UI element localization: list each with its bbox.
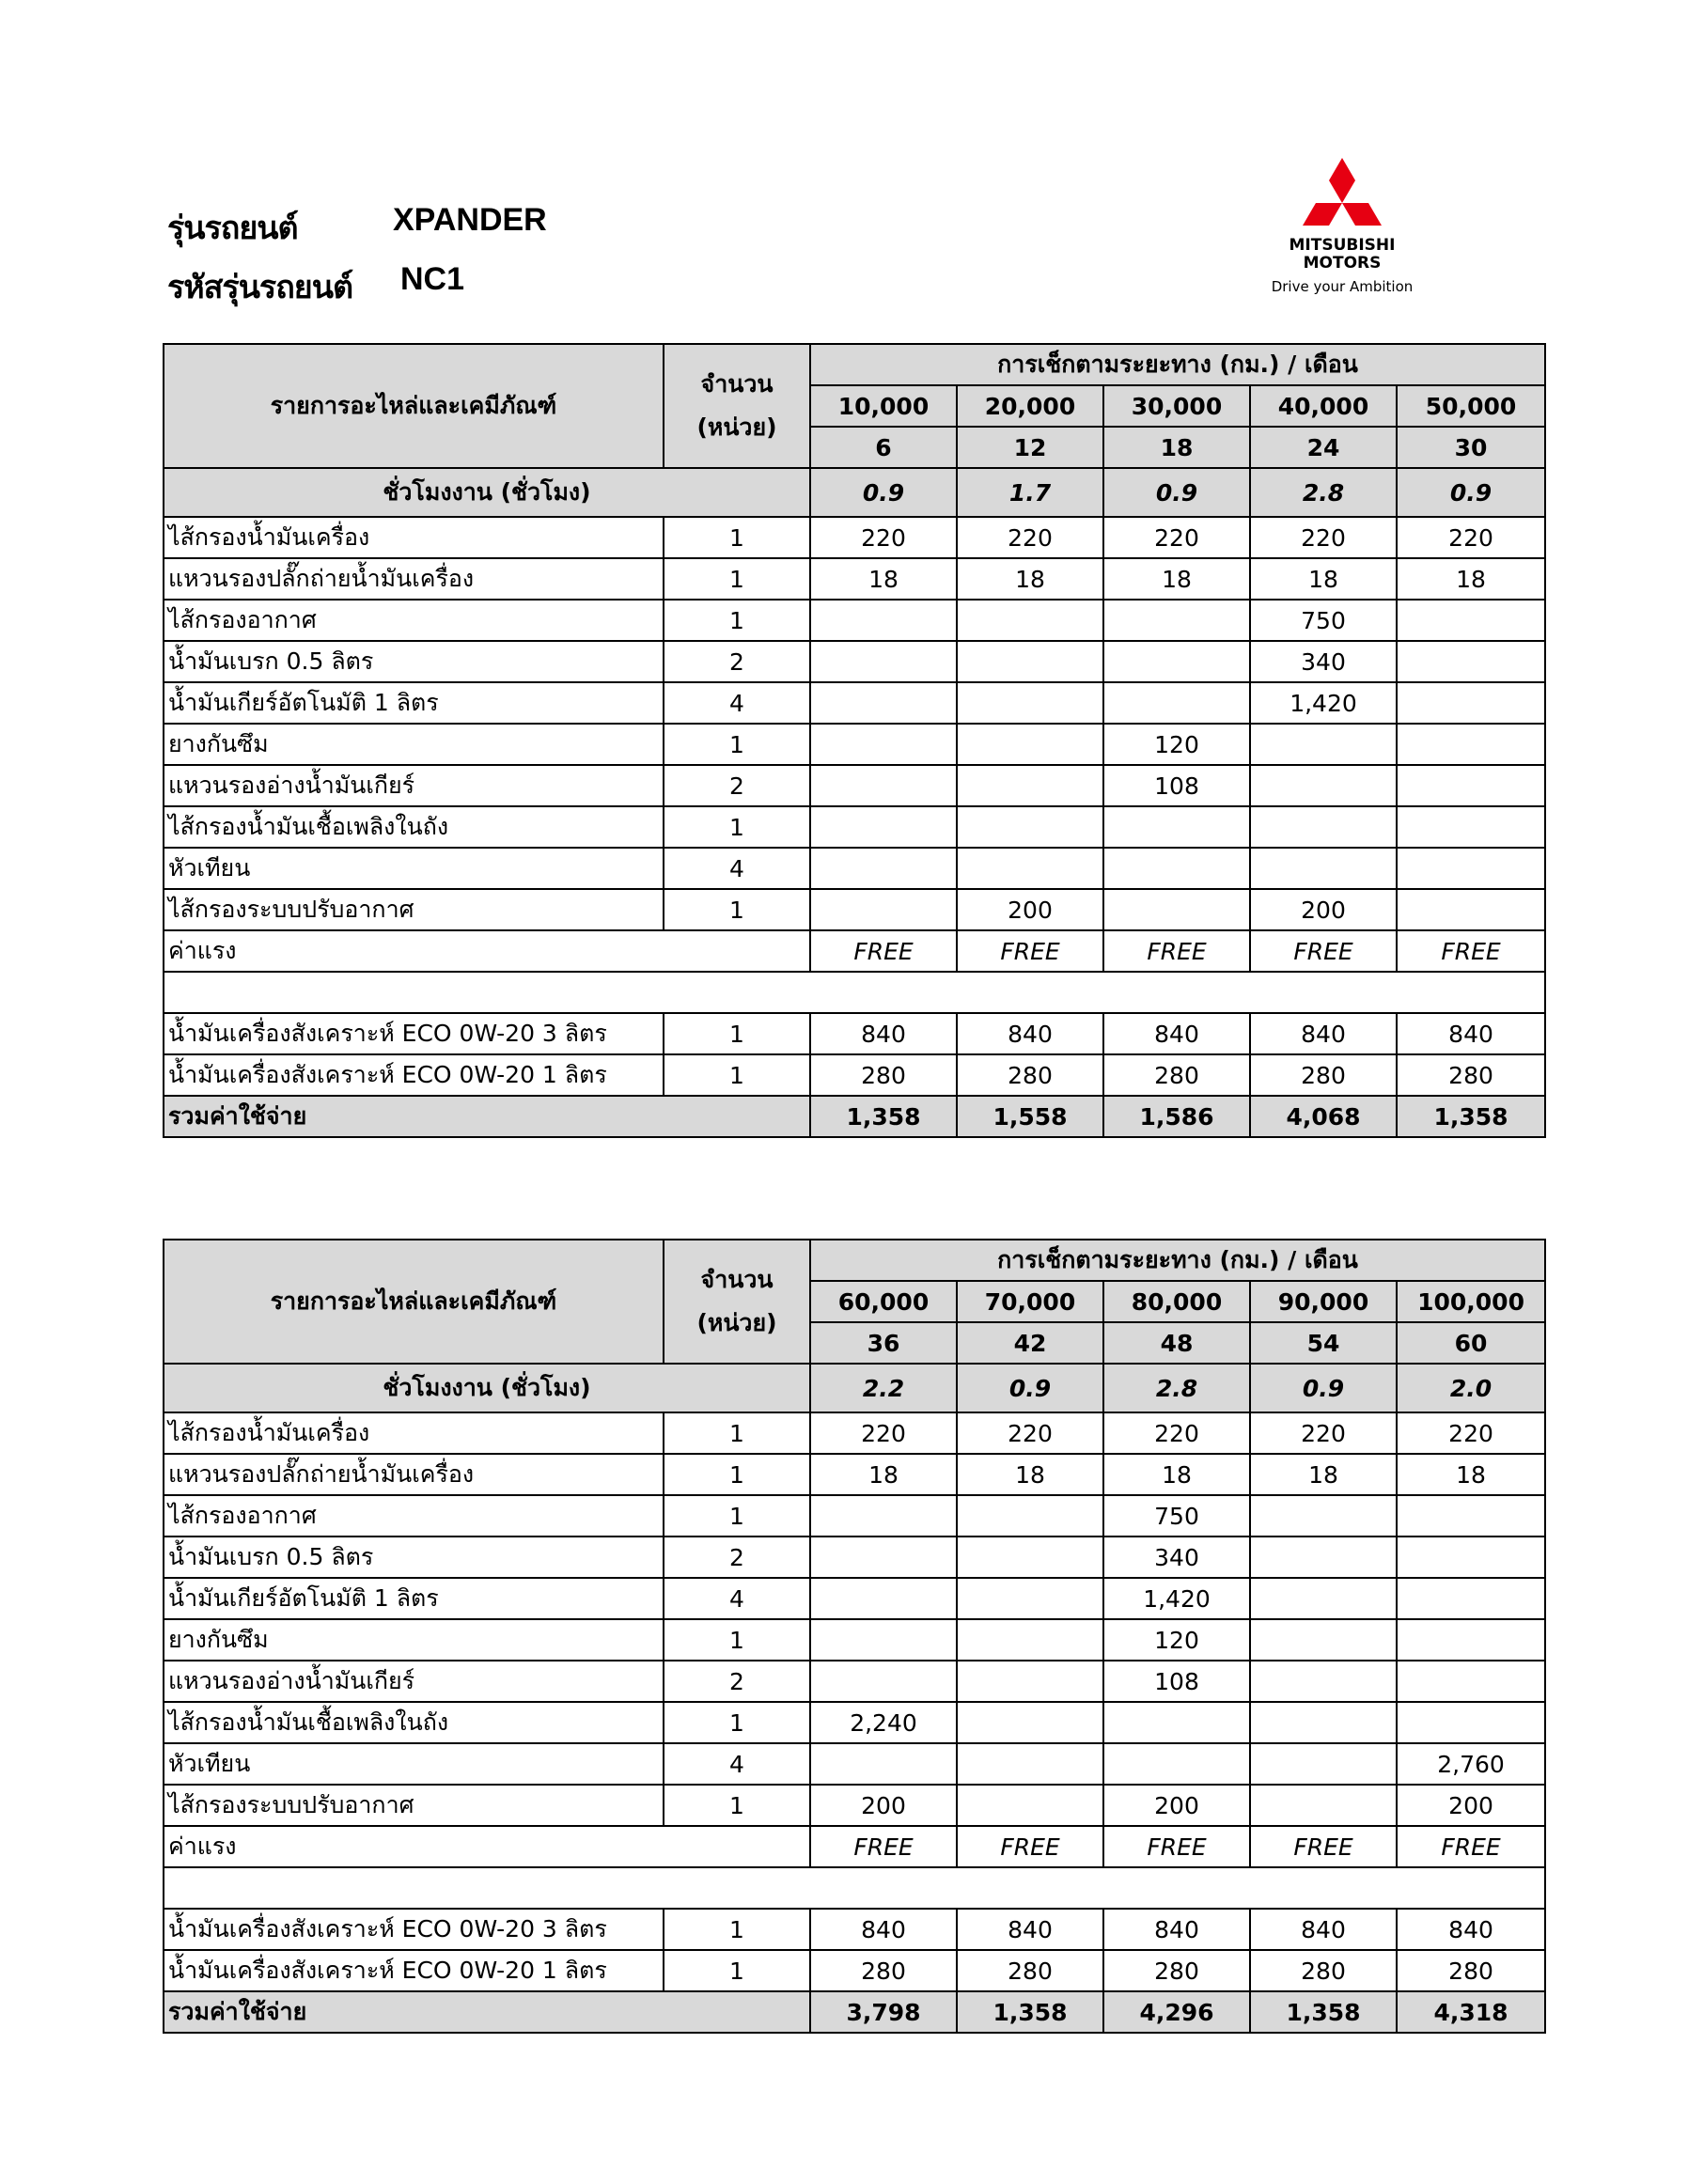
total-value: 4,296 xyxy=(1103,1991,1250,2033)
part-cost: 220 xyxy=(957,1412,1103,1454)
oil-name: น้ำมันเครื่องสังเคราะห์ ECO 0W-20 3 ลิตร xyxy=(164,1909,664,1950)
part-cost xyxy=(810,765,957,806)
total-value: 1,558 xyxy=(957,1096,1103,1137)
part-cost xyxy=(1250,1661,1397,1702)
labor-hours-label: ชั่วโมงงาน (ชั่วโมง) xyxy=(164,1364,810,1412)
labor-label: ค่าแรง xyxy=(164,930,810,972)
part-cost xyxy=(810,1743,957,1785)
oil-cost: 280 xyxy=(1103,1054,1250,1096)
part-cost xyxy=(1397,1495,1545,1537)
part-row xyxy=(164,848,1545,889)
part-cost xyxy=(810,1495,957,1537)
labor-label: ค่าแรง xyxy=(164,1826,810,1867)
check-interval-header: การเช็กตามระยะทาง (กม.) / เดือน xyxy=(810,344,1545,385)
month-header: 24 xyxy=(1250,427,1397,468)
part-cost: 200 xyxy=(957,889,1103,930)
part-name: น้ำมันเบรก 0.5 ลิตร xyxy=(164,1537,664,1578)
part-cost xyxy=(1250,1495,1397,1537)
part-row xyxy=(164,1537,1545,1578)
part-cost xyxy=(1397,1661,1545,1702)
part-cost xyxy=(1103,1743,1250,1785)
part-cost: 18 xyxy=(1103,1454,1250,1495)
oil-cost: 840 xyxy=(957,1013,1103,1054)
part-cost xyxy=(1397,724,1545,765)
part-cost xyxy=(1397,765,1545,806)
part-cost: 220 xyxy=(810,1412,957,1454)
part-row xyxy=(164,1495,1545,1537)
month-header: 18 xyxy=(1103,427,1250,468)
part-cost xyxy=(957,641,1103,682)
labor-cost: FREE xyxy=(810,930,957,972)
part-qty: 1 xyxy=(664,724,810,765)
total-value: 1,358 xyxy=(1250,1991,1397,2033)
part-qty: 2 xyxy=(664,1661,810,1702)
oil-cost: 840 xyxy=(1103,1013,1250,1054)
part-cost xyxy=(810,641,957,682)
part-cost xyxy=(957,600,1103,641)
part-qty: 1 xyxy=(664,600,810,641)
spacer-row xyxy=(164,1867,1545,1909)
labor-cost: FREE xyxy=(957,1826,1103,1867)
part-cost xyxy=(957,724,1103,765)
oil-row xyxy=(164,1909,1545,1950)
part-name: ไส้กรองระบบปรับอากาศ xyxy=(164,1785,664,1826)
labor-cost: FREE xyxy=(1397,1826,1545,1867)
labor-hours-value: 0.9 xyxy=(1397,468,1545,517)
part-row xyxy=(164,1578,1545,1619)
labor-hours-value: 2.8 xyxy=(1103,1364,1250,1412)
part-row xyxy=(164,517,1545,558)
part-cost: 18 xyxy=(957,1454,1103,1495)
qty-header-line1: จำนวน xyxy=(700,370,774,398)
part-name: หัวเทียน xyxy=(164,1743,664,1785)
total-value: 1,358 xyxy=(1397,1096,1545,1137)
oil-cost: 840 xyxy=(1103,1909,1250,1950)
part-row xyxy=(164,1661,1545,1702)
service-table-2 xyxy=(163,1239,1546,2034)
part-qty: 1 xyxy=(664,517,810,558)
part-cost xyxy=(957,682,1103,724)
part-qty: 1 xyxy=(664,806,810,848)
part-row xyxy=(164,558,1545,600)
part-cost: 1,420 xyxy=(1103,1578,1250,1619)
km-header: 10,000 xyxy=(810,385,957,427)
oil-cost: 280 xyxy=(1103,1950,1250,1991)
part-cost xyxy=(957,1495,1103,1537)
labor-hours-row xyxy=(164,1364,1545,1412)
qty-header-line2: (หน่วย) xyxy=(696,1309,777,1336)
part-cost xyxy=(1250,806,1397,848)
check-interval-header: การเช็กตามระยะทาง (กม.) / เดือน xyxy=(810,1240,1545,1281)
month-header: 36 xyxy=(810,1322,957,1364)
part-row xyxy=(164,765,1545,806)
part-cost: 18 xyxy=(1397,1454,1545,1495)
part-cost: 220 xyxy=(1397,517,1545,558)
oil-name: น้ำมันเครื่องสังเคราะห์ ECO 0W-20 3 ลิตร xyxy=(164,1013,664,1054)
part-row xyxy=(164,1454,1545,1495)
oil-cost: 840 xyxy=(1397,1909,1545,1950)
logo-wordmark: MITSUBISHI MOTORS xyxy=(1289,236,1396,273)
part-name: น้ำมันเบรก 0.5 ลิตร xyxy=(164,641,664,682)
part-cost xyxy=(1397,806,1545,848)
oil-cost: 840 xyxy=(810,1013,957,1054)
total-value: 1,586 xyxy=(1103,1096,1250,1137)
part-name: ไส้กรองอากาศ xyxy=(164,1495,664,1537)
part-cost xyxy=(1397,600,1545,641)
month-header: 60 xyxy=(1397,1322,1545,1364)
part-row xyxy=(164,724,1545,765)
part-cost: 18 xyxy=(810,1454,957,1495)
part-name: ไส้กรองอากาศ xyxy=(164,600,664,641)
header-row xyxy=(164,1240,1545,1281)
part-cost: 2,240 xyxy=(810,1702,957,1743)
oil-name: น้ำมันเครื่องสังเคราะห์ ECO 0W-20 1 ลิตร xyxy=(164,1950,664,1991)
part-cost xyxy=(810,889,957,930)
part-name: แหวนรองอ่างน้ำมันเกียร์ xyxy=(164,1661,664,1702)
part-cost xyxy=(810,682,957,724)
part-cost: 18 xyxy=(810,558,957,600)
part-cost: 200 xyxy=(810,1785,957,1826)
labor-row xyxy=(164,930,1545,972)
part-cost: 120 xyxy=(1103,724,1250,765)
part-cost xyxy=(1250,724,1397,765)
part-cost xyxy=(810,600,957,641)
part-row xyxy=(164,600,1545,641)
part-qty: 1 xyxy=(664,1619,810,1661)
labor-cost: FREE xyxy=(1103,930,1250,972)
part-row xyxy=(164,1702,1545,1743)
part-cost: 220 xyxy=(810,517,957,558)
part-cost xyxy=(1103,682,1250,724)
part-name: ไส้กรองระบบปรับอากาศ xyxy=(164,889,664,930)
part-cost: 200 xyxy=(1250,889,1397,930)
part-qty: 1 xyxy=(664,1785,810,1826)
part-cost xyxy=(1397,1578,1545,1619)
oil-cost: 280 xyxy=(957,1054,1103,1096)
oil-cost: 840 xyxy=(1250,1909,1397,1950)
total-label: รวมค่าใช้จ่าย xyxy=(164,1991,810,2033)
km-header: 70,000 xyxy=(957,1281,1103,1322)
part-cost: 120 xyxy=(1103,1619,1250,1661)
oil-qty: 1 xyxy=(664,1054,810,1096)
part-name: แหวนรองปลั๊กถ่ายน้ำมันเครื่อง xyxy=(164,558,664,600)
km-header: 100,000 xyxy=(1397,1281,1545,1322)
part-cost xyxy=(1250,1702,1397,1743)
spacer-cell xyxy=(164,1867,1545,1909)
part-cost xyxy=(1397,1702,1545,1743)
labor-cost: FREE xyxy=(1250,1826,1397,1867)
part-name: ไส้กรองน้ำมันเชื้อเพลิงในถัง xyxy=(164,806,664,848)
qty-header-line1: จำนวน xyxy=(700,1266,774,1293)
labor-hours-value: 0.9 xyxy=(810,468,957,517)
part-cost xyxy=(1103,1702,1250,1743)
part-cost xyxy=(1250,765,1397,806)
part-cost xyxy=(957,765,1103,806)
part-qty: 1 xyxy=(664,1495,810,1537)
part-cost: 220 xyxy=(1103,1412,1250,1454)
part-cost: 220 xyxy=(1250,1412,1397,1454)
month-header: 48 xyxy=(1103,1322,1250,1364)
part-qty: 4 xyxy=(664,848,810,889)
three-diamonds-icon xyxy=(1258,158,1427,233)
oil-row xyxy=(164,1013,1545,1054)
part-name: ไส้กรองน้ำมันเครื่อง xyxy=(164,1412,664,1454)
mitsubishi-logo xyxy=(1258,158,1427,308)
labor-cost: FREE xyxy=(1250,930,1397,972)
oil-cost: 280 xyxy=(1250,1054,1397,1096)
labor-row xyxy=(164,1826,1545,1867)
part-qty: 4 xyxy=(664,1743,810,1785)
labor-hours-value: 2.8 xyxy=(1250,468,1397,517)
item-column-header: รายการอะไหล่และเคมีภัณฑ์ xyxy=(164,344,664,468)
part-cost xyxy=(810,1661,957,1702)
labor-hours-value: 0.9 xyxy=(957,1364,1103,1412)
part-cost xyxy=(957,848,1103,889)
part-name: ไส้กรองน้ำมันเชื้อเพลิงในถัง xyxy=(164,1702,664,1743)
km-header: 80,000 xyxy=(1103,1281,1250,1322)
part-cost xyxy=(957,1661,1103,1702)
km-header: 40,000 xyxy=(1250,385,1397,427)
km-header: 90,000 xyxy=(1250,1281,1397,1322)
oil-name: น้ำมันเครื่องสังเคราะห์ ECO 0W-20 1 ลิตร xyxy=(164,1054,664,1096)
part-cost xyxy=(1397,1537,1545,1578)
total-value: 4,318 xyxy=(1397,1991,1545,2033)
labor-hours-label: ชั่วโมงงาน (ชั่วโมง) xyxy=(164,468,810,517)
oil-qty: 1 xyxy=(664,1909,810,1950)
month-header: 12 xyxy=(957,427,1103,468)
oil-cost: 840 xyxy=(957,1909,1103,1950)
part-cost: 750 xyxy=(1250,600,1397,641)
km-header: 20,000 xyxy=(957,385,1103,427)
part-cost xyxy=(1250,1619,1397,1661)
labor-hours-value: 0.9 xyxy=(1250,1364,1397,1412)
model-code-value: NC1 xyxy=(400,261,465,297)
qty-column-header xyxy=(664,1240,810,1364)
labor-cost: FREE xyxy=(1103,1826,1250,1867)
part-name: ไส้กรองน้ำมันเครื่อง xyxy=(164,517,664,558)
part-cost: 18 xyxy=(1397,558,1545,600)
part-cost: 220 xyxy=(1250,517,1397,558)
total-value: 1,358 xyxy=(957,1991,1103,2033)
labor-cost: FREE xyxy=(957,930,1103,972)
part-cost xyxy=(810,1578,957,1619)
part-cost: 220 xyxy=(1397,1412,1545,1454)
part-qty: 2 xyxy=(664,765,810,806)
part-cost xyxy=(1397,1619,1545,1661)
part-cost xyxy=(1397,848,1545,889)
labor-cost: FREE xyxy=(1397,930,1545,972)
part-cost xyxy=(810,806,957,848)
model-value: XPANDER xyxy=(393,202,547,238)
part-name: น้ำมันเกียร์อัตโนมัติ 1 ลิตร xyxy=(164,682,664,724)
part-cost: 340 xyxy=(1250,641,1397,682)
header-row xyxy=(164,344,1545,385)
oil-qty: 1 xyxy=(664,1013,810,1054)
part-cost: 18 xyxy=(1250,558,1397,600)
oil-cost: 280 xyxy=(810,1054,957,1096)
month-header: 30 xyxy=(1397,427,1545,468)
oil-cost: 280 xyxy=(810,1950,957,1991)
part-cost: 200 xyxy=(1397,1785,1545,1826)
total-row xyxy=(164,1991,1545,2033)
part-cost xyxy=(810,1619,957,1661)
part-qty: 4 xyxy=(664,1578,810,1619)
labor-hours-value: 1.7 xyxy=(957,468,1103,517)
part-cost xyxy=(810,724,957,765)
part-cost xyxy=(1397,641,1545,682)
part-name: แหวนรองปลั๊กถ่ายน้ำมันเครื่อง xyxy=(164,1454,664,1495)
spacer-cell xyxy=(164,972,1545,1013)
part-name: หัวเทียน xyxy=(164,848,664,889)
labor-hours-row xyxy=(164,468,1545,517)
part-cost xyxy=(810,1537,957,1578)
labor-hours-value: 0.9 xyxy=(1103,468,1250,517)
labor-hours-value: 2.2 xyxy=(810,1364,957,1412)
part-cost: 108 xyxy=(1103,1661,1250,1702)
part-cost: 18 xyxy=(1103,558,1250,600)
part-cost xyxy=(957,1743,1103,1785)
total-value: 3,798 xyxy=(810,1991,957,2033)
part-row xyxy=(164,682,1545,724)
part-row xyxy=(164,889,1545,930)
part-row xyxy=(164,1412,1545,1454)
part-cost xyxy=(957,1578,1103,1619)
part-row xyxy=(164,806,1545,848)
part-cost xyxy=(1250,848,1397,889)
part-cost xyxy=(1250,1785,1397,1826)
part-cost: 200 xyxy=(1103,1785,1250,1826)
km-header: 30,000 xyxy=(1103,385,1250,427)
total-label: รวมค่าใช้จ่าย xyxy=(164,1096,810,1137)
part-cost: 1,420 xyxy=(1250,682,1397,724)
part-qty: 1 xyxy=(664,889,810,930)
month-header: 42 xyxy=(957,1322,1103,1364)
labor-cost: FREE xyxy=(810,1826,957,1867)
part-cost xyxy=(1103,600,1250,641)
part-row xyxy=(164,1785,1545,1826)
item-column-header: รายการอะไหล่และเคมีภัณฑ์ xyxy=(164,1240,664,1364)
total-value: 4,068 xyxy=(1250,1096,1397,1137)
part-cost xyxy=(1103,889,1250,930)
part-qty: 1 xyxy=(664,1412,810,1454)
total-value: 1,358 xyxy=(810,1096,957,1137)
part-cost: 108 xyxy=(1103,765,1250,806)
part-cost xyxy=(1397,889,1545,930)
part-cost xyxy=(1103,848,1250,889)
part-qty: 4 xyxy=(664,682,810,724)
qty-header-line2: (หน่วย) xyxy=(696,413,777,441)
oil-cost: 840 xyxy=(810,1909,957,1950)
part-cost xyxy=(1397,682,1545,724)
model-code-label: รหัสรุ่นรถยนต์ xyxy=(167,269,353,306)
part-cost: 220 xyxy=(957,517,1103,558)
part-qty: 1 xyxy=(664,1454,810,1495)
part-name: ยางกันซึม xyxy=(164,1619,664,1661)
oil-cost: 280 xyxy=(1397,1950,1545,1991)
total-row xyxy=(164,1096,1545,1137)
part-cost xyxy=(957,1619,1103,1661)
part-cost: 18 xyxy=(957,558,1103,600)
part-cost xyxy=(1250,1578,1397,1619)
part-cost xyxy=(1250,1743,1397,1785)
part-row xyxy=(164,1619,1545,1661)
qty-column-header xyxy=(664,344,810,468)
month-header: 54 xyxy=(1250,1322,1397,1364)
part-cost: 750 xyxy=(1103,1495,1250,1537)
part-name: แหวนรองอ่างน้ำมันเกียร์ xyxy=(164,765,664,806)
part-row xyxy=(164,641,1545,682)
part-cost xyxy=(957,1702,1103,1743)
oil-qty: 1 xyxy=(664,1950,810,1991)
oil-cost: 280 xyxy=(1397,1054,1545,1096)
part-cost: 18 xyxy=(1250,1454,1397,1495)
part-cost xyxy=(957,1537,1103,1578)
part-qty: 2 xyxy=(664,641,810,682)
part-qty: 1 xyxy=(664,1702,810,1743)
service-table-1 xyxy=(163,343,1546,1138)
part-qty: 2 xyxy=(664,1537,810,1578)
part-name: ยางกันซึม xyxy=(164,724,664,765)
oil-cost: 280 xyxy=(1250,1950,1397,1991)
oil-cost: 840 xyxy=(1250,1013,1397,1054)
part-cost xyxy=(1103,641,1250,682)
part-qty: 1 xyxy=(664,558,810,600)
part-cost xyxy=(810,848,957,889)
part-row xyxy=(164,1743,1545,1785)
oil-cost: 280 xyxy=(957,1950,1103,1991)
model-label: รุ่นรถยนต์ xyxy=(167,210,298,247)
part-name: น้ำมันเกียร์อัตโนมัติ 1 ลิตร xyxy=(164,1578,664,1619)
oil-row xyxy=(164,1950,1545,1991)
part-cost xyxy=(1250,1537,1397,1578)
part-cost: 340 xyxy=(1103,1537,1250,1578)
logo-tagline: Drive your Ambition xyxy=(1271,278,1414,295)
labor-hours-value: 2.0 xyxy=(1397,1364,1545,1412)
km-header: 60,000 xyxy=(810,1281,957,1322)
part-cost xyxy=(1103,806,1250,848)
spacer-row xyxy=(164,972,1545,1013)
part-cost: 220 xyxy=(1103,517,1250,558)
oil-row xyxy=(164,1054,1545,1096)
month-header: 6 xyxy=(810,427,957,468)
part-cost: 2,760 xyxy=(1397,1743,1545,1785)
km-header: 50,000 xyxy=(1397,385,1545,427)
part-cost xyxy=(957,806,1103,848)
oil-cost: 840 xyxy=(1397,1013,1545,1054)
part-cost xyxy=(957,1785,1103,1826)
